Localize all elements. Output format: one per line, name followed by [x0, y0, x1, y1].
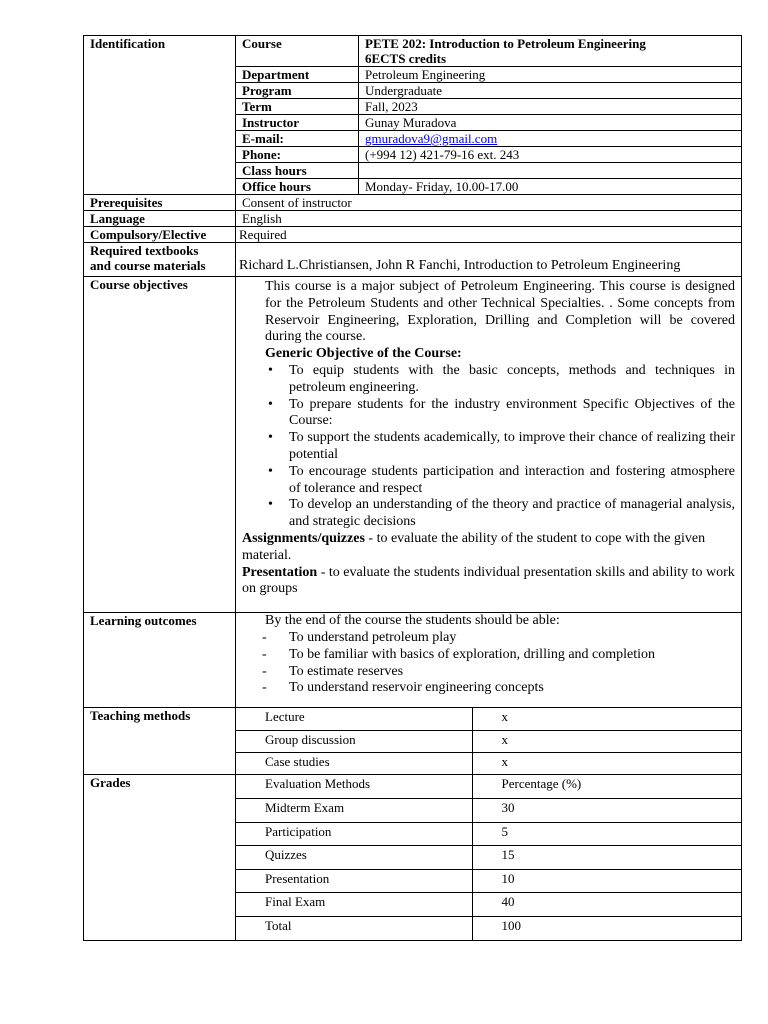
teaching-method: Group discussion	[236, 730, 472, 752]
email-value	[359, 131, 742, 147]
grades-header-method: Evaluation Methods	[236, 775, 472, 799]
identification-label: Identification	[84, 36, 236, 195]
outcomes-content	[236, 613, 742, 708]
teaching-table	[236, 708, 741, 774]
objectives-label: Course objectives	[84, 277, 236, 613]
objectives-intro: This course is a major subject of Petroleum Engineering. This course is designed for the Petroleum Students and other Technical Specialties. . Some concepts from Reservoir Engineering, Exploration, Drilling and Completion will be covered during the course.	[265, 279, 735, 345]
teaching-mark: x	[472, 730, 741, 752]
compulsory-value: Required	[236, 227, 742, 243]
term-value: Fall, 2023	[359, 99, 742, 115]
grades-method: Total	[236, 916, 472, 940]
assignments-paragraph	[242, 531, 735, 565]
textbooks-label-line1: Required textbooks	[90, 243, 199, 258]
assignments-text: - to evaluate the ability of the student to cope with the given material.	[242, 530, 706, 563]
instructor-value: Gunay Muradova	[359, 115, 742, 131]
textbooks-label	[84, 243, 236, 277]
objectives-list	[242, 363, 735, 531]
grades-method: Midterm Exam	[236, 799, 472, 823]
presentation-label: Presentation	[242, 564, 318, 580]
prerequisites-value: Consent of instructor	[236, 195, 742, 211]
grades-method: Participation	[236, 822, 472, 846]
program-value: Undergraduate	[359, 83, 742, 99]
course-credits: 6ECTS credits	[365, 51, 447, 66]
textbooks-label-line2: and course materials	[90, 258, 206, 273]
grades-method: Quizzes	[236, 846, 472, 870]
grades-label: Grades	[84, 775, 236, 941]
syllabus-document	[83, 35, 741, 941]
grades-table	[236, 775, 741, 940]
email-link[interactable]: gmuradova9@gmail.com	[365, 131, 498, 146]
outcome-item: - To be familiar with basics of exploration, drilling and completion	[289, 647, 735, 664]
teaching-mark: x	[472, 752, 741, 774]
objective-item: • To develop an understanding of the theory and practice of managerial analysis, and strategic decisions	[289, 497, 735, 531]
teaching-method: Lecture	[236, 708, 472, 730]
class-hours-value	[359, 163, 742, 179]
course-key: Course	[236, 36, 359, 67]
compulsory-label: Compulsory/Elective	[84, 227, 236, 243]
term-key: Term	[236, 99, 359, 115]
course-title: PETE 202: Introduction to Petroleum Engineering	[365, 36, 646, 51]
phone-key: Phone:	[236, 147, 359, 163]
outcomes-list	[242, 630, 735, 697]
grades-content	[236, 775, 742, 941]
teaching-method: Case studies	[236, 752, 472, 774]
objectives-content	[236, 277, 742, 613]
teaching-mark: x	[472, 708, 741, 730]
outcome-item: - To estimate reserves	[289, 664, 735, 681]
class-hours-key: Class hours	[236, 163, 359, 179]
syllabus-table	[83, 35, 742, 941]
instructor-key: Instructor	[236, 115, 359, 131]
textbooks-value: Richard L.Christiansen, John R Fanchi, Introduction to Petroleum Engineering	[236, 243, 742, 277]
assignments-label: Assignments/quizzes	[242, 530, 365, 546]
program-key: Program	[236, 83, 359, 99]
grades-pct: 30	[472, 799, 741, 823]
grades-pct: 100	[472, 916, 741, 940]
department-key: Department	[236, 67, 359, 83]
grades-header-pct: Percentage (%)	[472, 775, 741, 799]
objective-item: • To support the students academically, to improve their chance of realizing their potential	[289, 430, 735, 464]
presentation-text: - to evaluate the students individual presentation skills and ability to work on groups	[242, 564, 735, 597]
grades-pct: 10	[472, 869, 741, 893]
grades-method: Presentation	[236, 869, 472, 893]
language-label: Language	[84, 211, 236, 227]
teaching-content	[236, 708, 742, 775]
phone-value: (+994 12) 421-79-16 ext. 243	[359, 147, 742, 163]
presentation-paragraph	[242, 565, 735, 599]
outcome-item: - To understand reservoir engineering concepts	[289, 680, 735, 697]
grades-pct: 15	[472, 846, 741, 870]
office-hours-value: Monday- Friday, 10.00-17.00	[359, 179, 742, 195]
language-value: English	[236, 211, 742, 227]
department-value: Petroleum Engineering	[359, 67, 742, 83]
course-value	[359, 36, 742, 67]
generic-objective-heading: Generic Objective of the Course:	[265, 346, 462, 362]
outcomes-intro: By the end of the course the students should be able:	[265, 613, 560, 629]
office-hours-key: Office hours	[236, 179, 359, 195]
outcome-item: - To understand petroleum play	[289, 630, 735, 647]
teaching-label: Teaching methods	[84, 708, 236, 775]
objective-item: • To prepare students for the industry environment Specific Objectives of the Course:	[289, 397, 735, 431]
objective-item: • To encourage students participation and interaction and fostering atmosphere of tolerance and respect	[289, 464, 735, 498]
email-key: E-mail:	[236, 131, 359, 147]
outcomes-label: Learning outcomes	[84, 613, 236, 708]
objective-item: • To equip students with the basic concepts, methods and techniques in petroleum engineering.	[289, 363, 735, 397]
grades-pct: 40	[472, 893, 741, 917]
grades-pct: 5	[472, 822, 741, 846]
grades-method: Final Exam	[236, 893, 472, 917]
prerequisites-label: Prerequisites	[84, 195, 236, 211]
